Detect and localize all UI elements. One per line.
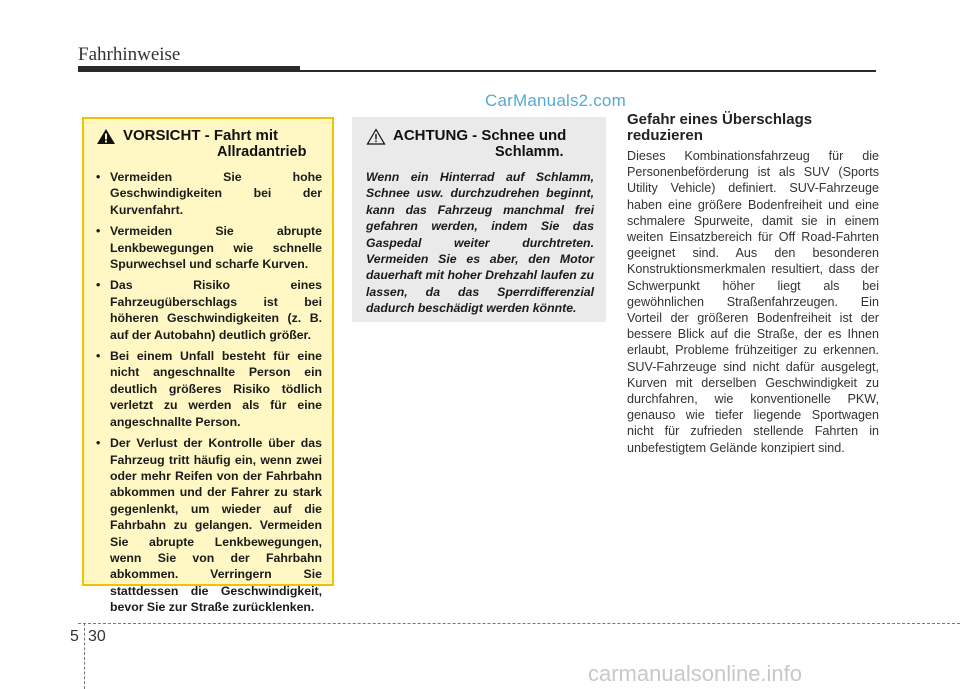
watermark-carmanuals2[interactable]: CarManuals2.com [485,91,626,110]
warning-item: • Vermeiden Sie hohe Geschwindigkeiten bei der Kurvenfahrt. [96,169,322,218]
section-title: Gefahr eines Überschlags reduzieren [627,111,813,144]
warning-label: VORSICHT - [123,127,210,144]
caution-heading [354,119,604,161]
warning-box [82,117,334,615]
warning-triangle-icon [96,127,118,161]
caution-text: Wenn ein Hinterrad auf Schlamm, Schnee usw. durchzudrehen beginnt, kann das Fahrzeug manchmal frei gefahren werden, indem Sie das Gaspedal weiter durchtreten. Vermeiden Sie es aber, den Motor dauerhaft mit hoher Drehzahl laufen zu lassen, da das Sperrdifferenzial dadurch beschädigt werden könnte. [366,170,594,316]
warning-title-line1: Fahrt mit [213,127,279,144]
page-number: 30 [88,628,106,645]
warning-list [84,169,332,616]
warning-heading [84,119,332,161]
watermark-carmanualsonline[interactable]: carmanualsonline.info [588,661,803,686]
caution-title-line1: Schnee und [481,127,567,144]
page-header-title: Fahrhinweise [78,44,181,65]
header-rule-thin [300,70,876,72]
caution-label: ACHTUNG - [393,127,478,144]
footer-rule [78,623,960,624]
page-chapter-number: 5 [70,628,79,645]
caution-box [352,117,606,322]
warning-item: • Vermeiden Sie abrupte Lenkbewegungen wie schnelle Spurwechsel und scharfe Kurven. [96,223,322,272]
warning-title-line2: Allradantrieb [217,144,307,160]
warning-item: • Bei einem Unfall besteht für eine nicht angeschnallte Person ein deutlich größeres Risiko tödlich verletzt zu werden als für eine angeschnallte Person. [96,348,322,430]
warning-item: • Der Verlust der Kontrolle über das Fahrzeug tritt häufig ein, wenn zwei oder mehr Reifen von der Fahrbahn abkommen und der Fahrer zu stark gegenlenkt, um wieder auf die Fahrbahn zu gelangen. Vermeiden Sie abrupte Lenkbewegungen, wenn Sie von der Fahrbahn abkommen. Verringern Sie stattdessen die Geschwindigkeit, bevor Sie zur Straße zurücklenken. [96,435,322,615]
header-rule-thick [78,66,300,72]
warning-item: • Das Risiko eines Fahrzeugüberschlags ist bei höheren Geschwindigkeiten (z. B. auf der Autobahn) deutlich größer. [96,277,322,343]
footer-separator [84,623,85,689]
caution-triangle-icon [366,127,388,161]
caution-title-line2: Schlamm. [495,144,564,160]
section-body: Dieses Kombinationsfahrzeug für die Personenbeförderung ist als SUV (Sports Utility Vehicle) definiert. SUV-Fahrzeuge haben eine größere Bodenfreiheit und eine schmalere Spurweite, damit sie in einem weiten Einsatzbereich für Off Road-Fahrten geeignet sind. Aus den besonderen Konstruktionsmerkmalen resultiert, dass der Schwerpunkt höher liegt als bei gewöhnlichen Straßenfahrzeugen. Ein Vorteil der größeren Bodenfreiheit ist der bessere Blick auf die Straße, der es Ihnen erlaubt, Probleme frühzeitiger zu erkennen. SUV-Fahrzeuge sind nicht dafür ausgelegt, Kurven mit derselben Geschwindigkeit zu durchfahren, wie konventionelle PKW, genauso wie tiefer liegende Sportwagen nicht für zufrieden stellende Fahrten in unbefestigtem Gelände konzipiert sind. [627,149,879,455]
